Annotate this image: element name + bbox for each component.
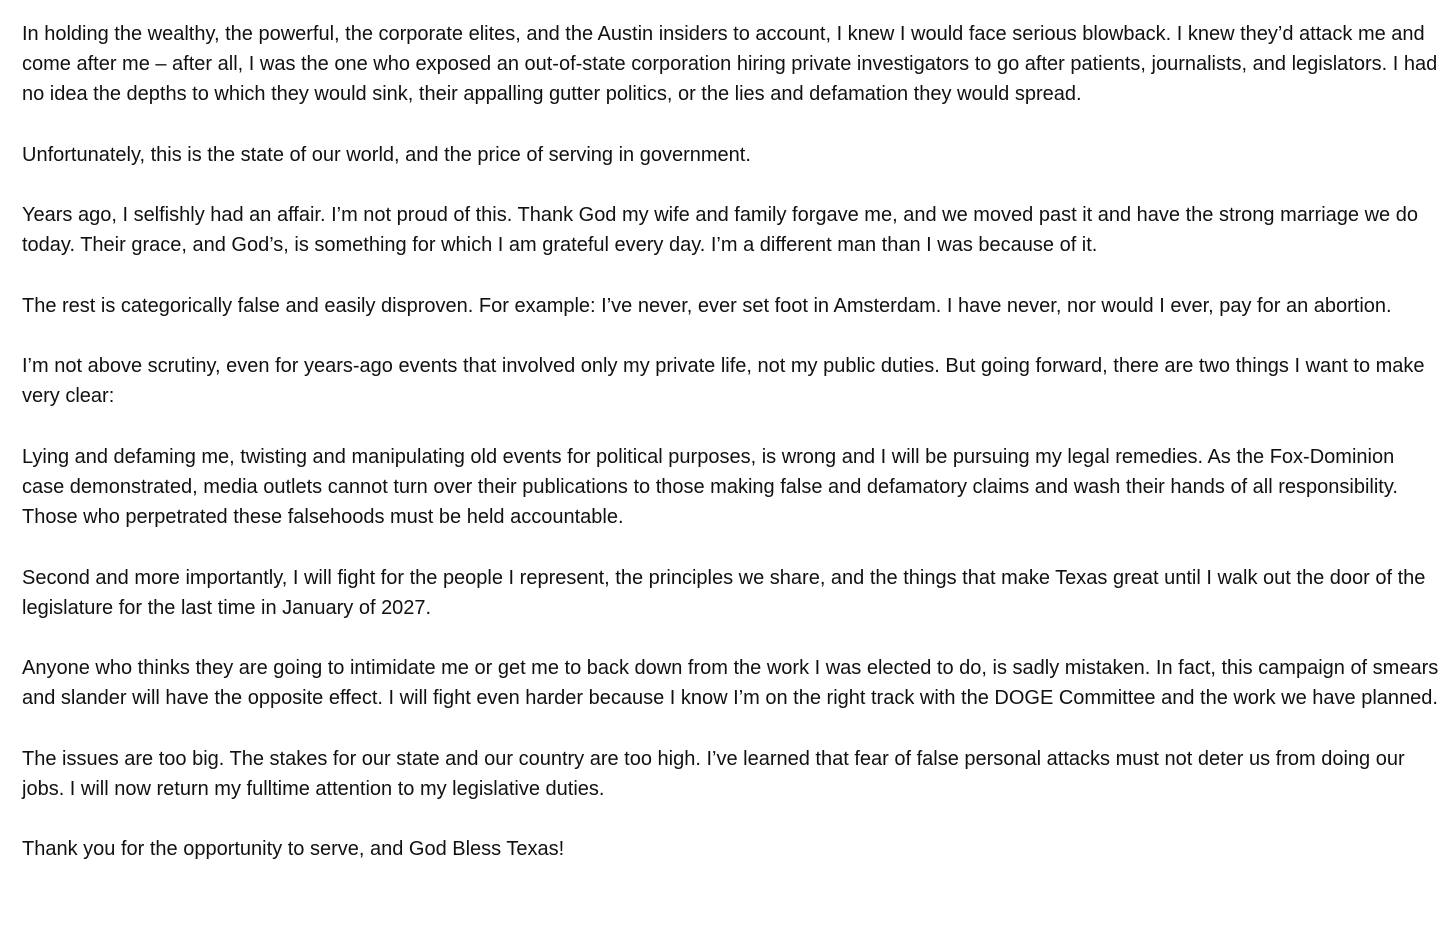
statement-body xyxy=(22,19,1440,895)
paragraph-affair: Years ago, I selfishly had an affair. I’m not proud of this. Thank God my wife and family forgave me, and we moved past it and have the strong marriage we do today. Their grace, and God’s, is something for which I am grateful every day. I’m a different man than I was because of it. xyxy=(22,204,1418,257)
paragraph-intimidation: Anyone who thinks they are going to intimidate me or get me to back down from the work I was elected to do, is sadly mistaken. In fact, this campaign of smears and slander will have the opposite effect. I will fight even harder because I know I’m on the right track with the DOGE Committee and the work we have planned. xyxy=(22,657,1439,710)
paragraph-blowback: In holding the wealthy, the powerful, the corporate elites, and the Austin insiders to account, I knew I would face serious blowback. I knew they’d attack me and come after me – after all, I was the one who exposed an out-of-state corporation hiring private investigators to go after patients, journalists, and legislators. I had no idea the depths to which they would sink, their appalling gutter politics, or the lies and defamation they would spread. xyxy=(22,23,1438,106)
paragraph-issues: The issues are too big. The stakes for our state and our country are too high. I’ve learned that fear of false personal attacks must not deter us from doing our jobs. I will now return my fulltime attention to my legislative duties. xyxy=(22,747,1405,800)
paragraph-closing: Thank you for the opportunity to serve, and God Bless Texas! xyxy=(22,838,565,861)
paragraph-scrutiny: I’m not above scrutiny, even for years-ago events that involved only my private life, not my public duties. But going forward, there are two things I want to make very clear: xyxy=(22,355,1425,408)
paragraph-false-claims: The rest is categorically false and easily disproven. For example: I’ve never, ever set foot in Amsterdam. I have never, nor would I ever, pay for an abortion. xyxy=(22,294,1392,317)
paragraph-state-of-world: Unfortunately, this is the state of our world, and the price of serving in government. xyxy=(22,143,751,166)
paragraph-legal-remedies: Lying and defaming me, twisting and manipulating old events for political purposes, is wrong and I will be pursuing my legal remedies. As the Fox-Dominion case demonstrated, media outlets cannot turn over their publications to those making false and defamatory claims and wash their hands of all responsibility. Those who perpetrated these falsehoods must be held accountable. xyxy=(22,445,1398,529)
paragraph-fight-for-people: Second and more importantly, I will fight for the people I represent, the principles we share, and the things that make Texas great until I walk out the door of the legislature for the last time in January of 2027. xyxy=(22,566,1426,619)
